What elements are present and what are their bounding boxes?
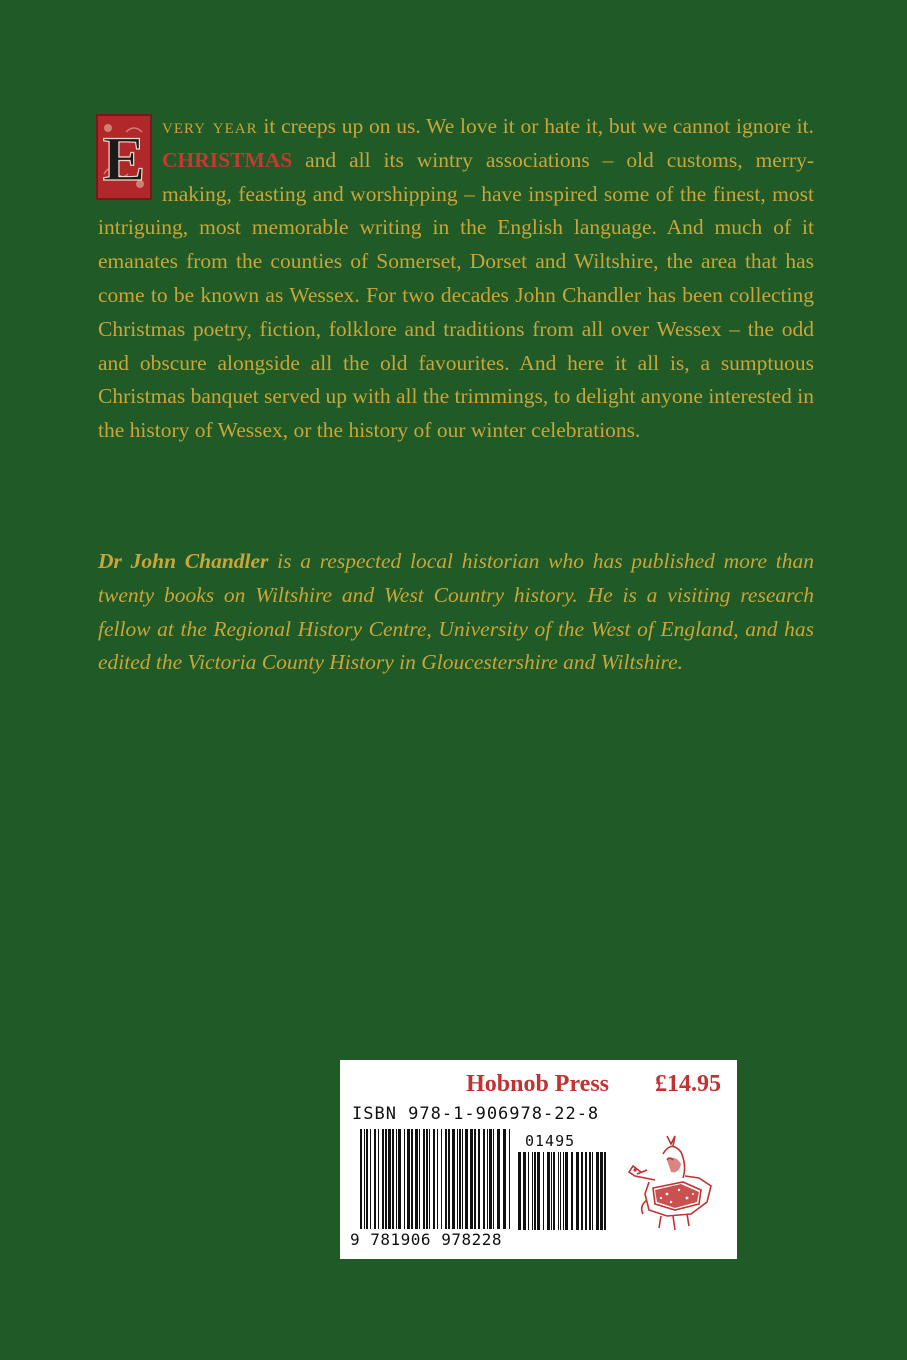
barcode-bar <box>445 1129 447 1229</box>
barcode-bar <box>459 1129 461 1229</box>
barcode-bar <box>364 1129 365 1229</box>
barcode-bar <box>415 1129 418 1229</box>
barcode-bar <box>457 1129 458 1229</box>
svg-text:E: E <box>102 123 146 194</box>
ornament-icon <box>96 114 152 200</box>
price: £14.95 <box>655 1071 721 1097</box>
barcode-bar <box>600 1152 603 1230</box>
barcode-bar <box>596 1152 599 1230</box>
barcode-bar <box>437 1129 438 1229</box>
barcode-bar <box>407 1129 410 1229</box>
isbn-text: ISBN 978-1-906978-22-8 <box>352 1104 600 1124</box>
barcode-bar <box>534 1152 536 1230</box>
barcode-bar <box>576 1152 579 1230</box>
barcode-bar <box>452 1129 455 1229</box>
barcode-bar <box>411 1129 413 1229</box>
barcode-bar <box>360 1129 362 1229</box>
barcode-bar <box>528 1152 529 1230</box>
barcode-bar <box>558 1152 559 1230</box>
hobnob-creature-logo-icon <box>623 1130 723 1248</box>
barcode-bar <box>532 1152 533 1230</box>
author-name: Dr John Chandler <box>98 549 269 573</box>
barcode-bar <box>503 1129 506 1229</box>
barcode-bar <box>478 1129 480 1229</box>
author-bio-text: is a respected local historian who has published more than twenty books on Wiltshire and West Country history. He is a visiting research fellow at the Regional History Centre, University of the West of England, and has edited the Victoria County History in Gloucestershire and Wiltshire. <box>98 549 814 675</box>
barcode-bar <box>497 1129 500 1229</box>
barcode-bar <box>374 1129 376 1229</box>
barcode-bar <box>487 1129 488 1229</box>
blurb-christmas: CHRISTMAS <box>162 147 293 172</box>
barcode-bar <box>604 1152 606 1230</box>
barcode-bar <box>426 1129 428 1229</box>
barcode-bar <box>493 1129 494 1229</box>
barcode-bar <box>518 1152 521 1230</box>
blurb-part1: it creeps up on us. We love it or hate it, but we cannot ignore it. <box>257 114 815 138</box>
barcode-bar <box>592 1152 593 1230</box>
barcode-bar <box>523 1152 526 1230</box>
barcode-bar <box>589 1152 591 1230</box>
barcode-bar <box>441 1129 442 1229</box>
barcode-label <box>340 1060 737 1259</box>
barcode-bar <box>571 1152 573 1230</box>
barcode-bar <box>563 1152 564 1230</box>
addon-digits: 01495 <box>525 1132 576 1150</box>
blurb-lead: very year <box>162 114 258 138</box>
barcode-bar <box>366 1129 368 1229</box>
barcode-bar <box>489 1129 492 1229</box>
barcode-bar <box>392 1129 394 1229</box>
barcode-bar <box>509 1129 510 1229</box>
barcode-bar <box>419 1129 420 1229</box>
barcode-bar <box>483 1129 485 1229</box>
barcode-bar <box>560 1152 561 1230</box>
barcode-bar <box>404 1129 405 1229</box>
barcode-bar <box>474 1129 476 1229</box>
barcode-digits: 9 781906 978228 <box>350 1230 502 1249</box>
barcode-bar <box>388 1129 391 1229</box>
barcode-bar <box>470 1129 473 1229</box>
barcode-bar <box>465 1129 468 1229</box>
barcode-bar <box>565 1152 568 1230</box>
barcode-bar <box>551 1152 552 1230</box>
barcode-bar <box>385 1129 387 1229</box>
barcode-bar <box>448 1129 450 1229</box>
barcode-bar <box>547 1152 550 1230</box>
barcode-bar <box>433 1129 435 1229</box>
barcode-bar <box>423 1129 425 1229</box>
barcode-icon <box>360 1129 510 1229</box>
dropcap-e <box>96 114 152 200</box>
blurb-paragraph <box>98 110 814 448</box>
barcode-bar <box>398 1129 401 1229</box>
barcode-bar <box>378 1129 379 1229</box>
barcode-bar <box>396 1129 397 1229</box>
barcode-bar <box>537 1152 540 1230</box>
barcode-bar <box>429 1129 430 1229</box>
blurb-part2: and all its wintry associations – old customs, merry-making, feasting and worshipping – have inspired some of the finest, most intriguing, most memorable writing in the English language. And much of it emanates from the counties of Somerset, Dorset and Wiltshire, the area that has come to be known as Wessex. For two decades John Chandler has been collecting Christmas poetry, fiction, folklore and traditions from all over Wessex – the odd and obscure alongside all the old favourites. And here it all is, a sumptuous Christmas banquet served up with all the trimmings, to delight anyone interested in the history of Wessex, or the history of our winter celebrations. <box>98 147 814 443</box>
barcode-bar <box>553 1152 555 1230</box>
barcode-bar <box>370 1129 371 1229</box>
addon-barcode-icon <box>518 1152 606 1230</box>
barcode-bar <box>581 1152 583 1230</box>
barcode-bar <box>382 1129 384 1229</box>
barcode-bar <box>462 1129 463 1229</box>
publisher-name: Hobnob Press <box>466 1071 609 1097</box>
barcode-bar <box>543 1152 544 1230</box>
barcode-bar <box>585 1152 587 1230</box>
author-bio <box>98 545 814 680</box>
